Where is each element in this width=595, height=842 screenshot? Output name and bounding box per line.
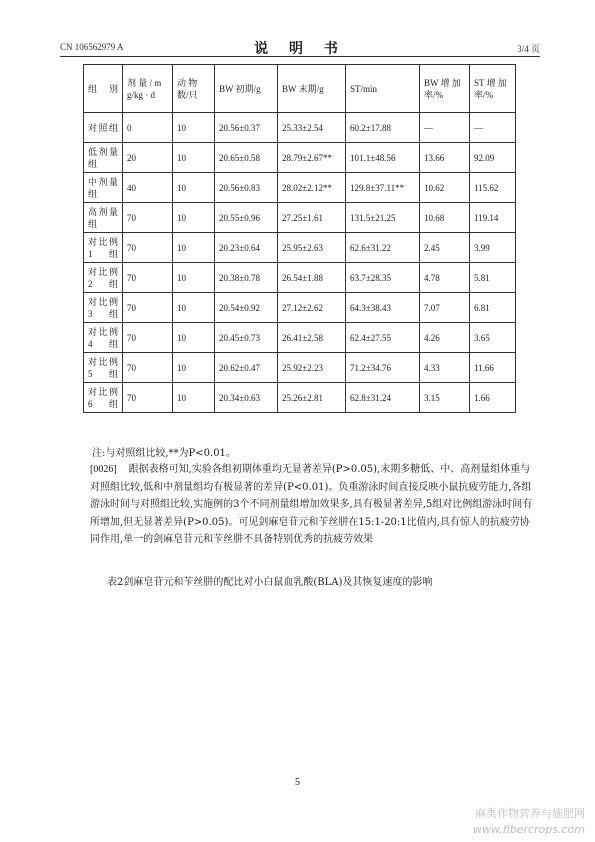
table-header-cell: ST 增 加率/% <box>470 65 516 113</box>
table-cell: 70 <box>123 233 173 263</box>
watermark-url: www.fibercrops.com <box>472 823 585 836</box>
table-row <box>84 263 516 293</box>
table-cell: 3.65 <box>470 323 516 353</box>
table-cell: 10 <box>173 383 215 413</box>
table-cell: 10.68 <box>420 203 470 233</box>
table-cell: 10 <box>173 233 215 263</box>
table-header-cell: ST/min <box>346 65 420 113</box>
table-header-cell: 组别 <box>84 65 123 113</box>
table-cell: 71.2±34.76 <box>346 353 420 383</box>
table-cell: 3.99 <box>470 233 516 263</box>
table-header-cell: BW 初期/g <box>215 65 278 113</box>
table-cell: — <box>470 113 516 143</box>
table-cell: 129.8±37.11** <box>346 173 420 203</box>
table-cell: 63.7±28.35 <box>346 263 420 293</box>
table-cell: 13.66 <box>420 143 470 173</box>
table-cell: 27.12±2.62 <box>278 293 346 323</box>
table-cell: 20.55±0.96 <box>215 203 278 233</box>
page-indicator: 3/4 页 <box>517 44 540 54</box>
table-cell: 64.3±38.43 <box>346 293 420 323</box>
table-cell: 10 <box>173 323 215 353</box>
table-cell: 6.81 <box>470 293 516 323</box>
table-caption: 表2剑麻皂苷元和苄丝肼的配比对小白鼠血乳酸(BLA)及其恢复速度的影响 <box>107 577 433 588</box>
table-header-cell: 剂 量 / mg/kg · d <box>123 65 173 113</box>
group-name-cell: 对比例5组 <box>84 353 123 383</box>
table-cell: 25.92±2.23 <box>278 353 346 383</box>
table-cell: 62.6±31.22 <box>346 233 420 263</box>
table-cell: 20.38±0.78 <box>215 263 278 293</box>
table-cell: 25.33±2.54 <box>278 113 346 143</box>
table-cell: 10 <box>173 293 215 323</box>
table-cell: 20.62±0.47 <box>215 353 278 383</box>
page-number: 5 <box>295 777 300 788</box>
table-cell: 7.07 <box>420 293 470 323</box>
table-row <box>84 353 516 383</box>
table-cell: 70 <box>123 383 173 413</box>
group-name-cell: 对比例3组 <box>84 293 123 323</box>
table-cell: 28.02±2.12** <box>278 173 346 203</box>
table-cell: 4.78 <box>420 263 470 293</box>
table-cell: 20.23±0.64 <box>215 233 278 263</box>
table-cell: 20.65±0.58 <box>215 143 278 173</box>
table-cell: 70 <box>123 353 173 383</box>
table-cell: 70 <box>123 263 173 293</box>
table-cell: 20.56±0.83 <box>215 173 278 203</box>
table-cell: 10.62 <box>420 173 470 203</box>
table-cell: 92.09 <box>470 143 516 173</box>
group-name-cell: 中剂量组 <box>84 173 123 203</box>
table-header-row <box>84 65 516 113</box>
table-cell: 28.79±2.67** <box>278 143 346 173</box>
header-rule <box>60 56 540 57</box>
table-row <box>84 323 516 353</box>
group-name-cell: 低剂量组 <box>84 143 123 173</box>
table-row <box>84 203 516 233</box>
table-cell: 26.54±1.88 <box>278 263 346 293</box>
table-cell: 2.45 <box>420 233 470 263</box>
table-cell: 11.66 <box>470 353 516 383</box>
table-cell: 70 <box>123 293 173 323</box>
group-name-cell: 对比例1组 <box>84 233 123 263</box>
group-name-cell: 对比例6组 <box>84 383 123 413</box>
table-cell: 26.41±2.58 <box>278 323 346 353</box>
group-name-cell: 对比例4组 <box>84 323 123 353</box>
document-title: 说 明 书 <box>254 41 346 57</box>
table-cell: — <box>420 113 470 143</box>
table-cell: 10 <box>173 263 215 293</box>
patent-number: CN 106562979 A <box>60 42 124 52</box>
table-cell: 20 <box>123 143 173 173</box>
table-cell: 4.26 <box>420 323 470 353</box>
table-cell: 3.15 <box>420 383 470 413</box>
table-cell: 131.5±21.25 <box>346 203 420 233</box>
table-header-cell: BW 末期/g <box>278 65 346 113</box>
paragraph-text: 跟据表格可知,实验各组初期体重均无显著差异(P>0.05),末期多糖低、中、高剂量组体重与对照组比较,低和中剂量组均有极显著的差异(P<0.01)。负重游泳时间直接反映小鼠抗疲劳能力,各组游泳时间与对照组比较,实施例的3个不同剂量组增加效果多,具有极显著差异,5组对比例组游泳时间有所增加,但无显著差异(P>0.05)。可见剑麻皂苷元和苄丝肼在15:1-20:1比值内,具有惊人的抗疲劳协同作用,单一的剑麻皂苷元和苄丝肼不具备特别优秀的抗疲劳效果 <box>90 464 533 545</box>
table-cell: 0 <box>123 113 173 143</box>
table-cell: 25.26±2.81 <box>278 383 346 413</box>
table-cell: 62.8±31.24 <box>346 383 420 413</box>
table-cell: 20.56±0.37 <box>215 113 278 143</box>
group-name-cell: 对比例2组 <box>84 263 123 293</box>
table-cell: 60.2±17.88 <box>346 113 420 143</box>
table-cell: 70 <box>123 323 173 353</box>
paragraph-number: [0026] <box>90 464 117 475</box>
table-row <box>84 293 516 323</box>
table-header-cell: 动 物 数/只 <box>173 65 215 113</box>
table-cell: 1.66 <box>470 383 516 413</box>
table-cell: 10 <box>173 203 215 233</box>
table-cell: 101.1±48.56 <box>346 143 420 173</box>
table-cell: 10 <box>173 173 215 203</box>
table-cell: 115.62 <box>470 173 516 203</box>
group-name-cell: 对照组 <box>84 113 123 143</box>
table-cell: 70 <box>123 203 173 233</box>
table-row <box>84 173 516 203</box>
table-cell: 5.81 <box>470 263 516 293</box>
table-header-cell: BW 增 加率/% <box>420 65 470 113</box>
table-cell: 20.45±0.73 <box>215 323 278 353</box>
table-row <box>84 143 516 173</box>
table-cell: 4.33 <box>420 353 470 383</box>
table-cell: 20.54±0.92 <box>215 293 278 323</box>
table-cell: 10 <box>173 353 215 383</box>
table-cell: 25.95±2.63 <box>278 233 346 263</box>
table-note: 注:与对照组比较,**为P<0.01。 <box>92 448 236 459</box>
group-name-cell: 高剂量组 <box>84 203 123 233</box>
table-cell: 40 <box>123 173 173 203</box>
table-row <box>84 383 516 413</box>
watermark <box>473 806 585 838</box>
results-table <box>83 64 516 413</box>
table-body <box>84 113 516 413</box>
table-cell: 119.14 <box>470 203 516 233</box>
table-row <box>84 113 516 143</box>
table-cell: 62.4±27.55 <box>346 323 420 353</box>
paragraph-0026 <box>90 461 536 549</box>
table-cell: 10 <box>173 113 215 143</box>
table-row <box>84 233 516 263</box>
watermark-site-name: 麻类作物营养与施肥网 <box>475 807 585 820</box>
table-cell: 20.34±0.63 <box>215 383 278 413</box>
page-header <box>60 38 540 56</box>
table-cell: 27.25±1.61 <box>278 203 346 233</box>
table-cell: 10 <box>173 143 215 173</box>
